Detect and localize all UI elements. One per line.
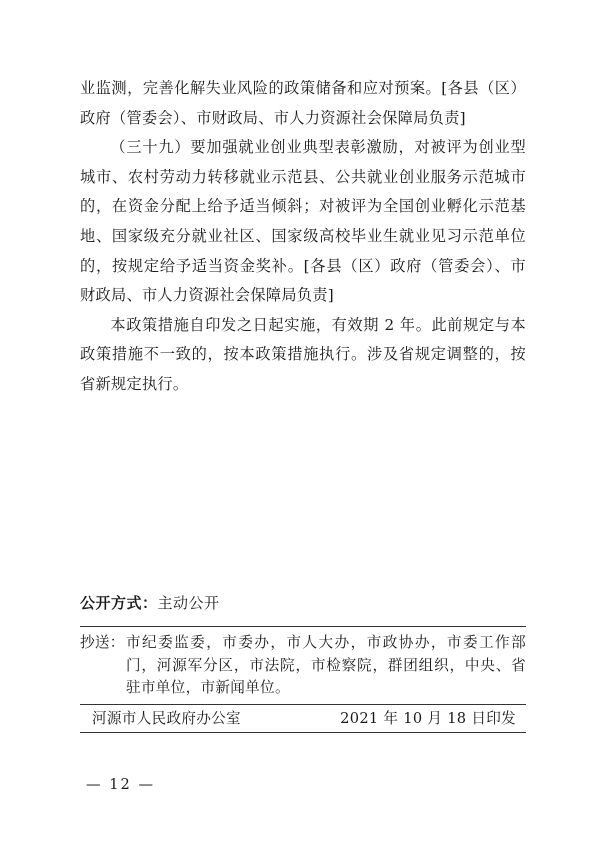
issuing-office: 河源市人民政府办公室 bbox=[92, 710, 241, 727]
paragraph-article-39: （三十九）要加强就业创业典型表彰激励，对被评为创业型城市、农村劳动力转移就业示范县、公共就业创业服务示范城市的，在资金分配上给予适当倾斜；对被评为全国创业孵化示范基地、国家级充分就业社区、国家级高校毕业生就业见习示范单位的，按规定给予适当资金奖补。[各县（区）政府（管委会）、市财政局、市人力资源社会保障局负责] bbox=[80, 138, 526, 305]
page-number: — 12 — bbox=[86, 776, 156, 793]
cc-block bbox=[80, 632, 526, 700]
cc-label: 抄送： bbox=[80, 634, 125, 651]
paragraph-continuation: 业监测，完善化解失业风险的政策储备和应对预案。[各县（区）政府（管委会）、市财政局、市人力资源社会保障局负责] bbox=[80, 79, 526, 127]
issuer-bottom-rule bbox=[80, 732, 526, 733]
disclosure-label: 公开方式： bbox=[80, 594, 158, 612]
policy-body bbox=[80, 74, 526, 400]
cc-bottom-rule bbox=[80, 704, 526, 705]
cc-top-rule bbox=[80, 626, 526, 627]
issue-date: 2021 年 10 月 18 日印发 bbox=[340, 710, 516, 727]
cc-recipients: 市纪委监委，市委办，市人大办，市政协办，市委工作部门，河源军分区，市法院，市检察院，群团组织，中央、省驻市单位，市新闻单位。 bbox=[126, 634, 526, 697]
disclosure-value: 主动公开 bbox=[157, 594, 220, 612]
paragraph-effective-date: 本政策措施自印发之日起实施，有效期 2 年。此前规定与本政策措施不一致的，按本政策措施执行。涉及省规定调整的，按省新规定执行。 bbox=[80, 315, 526, 393]
disclosure-method bbox=[80, 592, 220, 614]
